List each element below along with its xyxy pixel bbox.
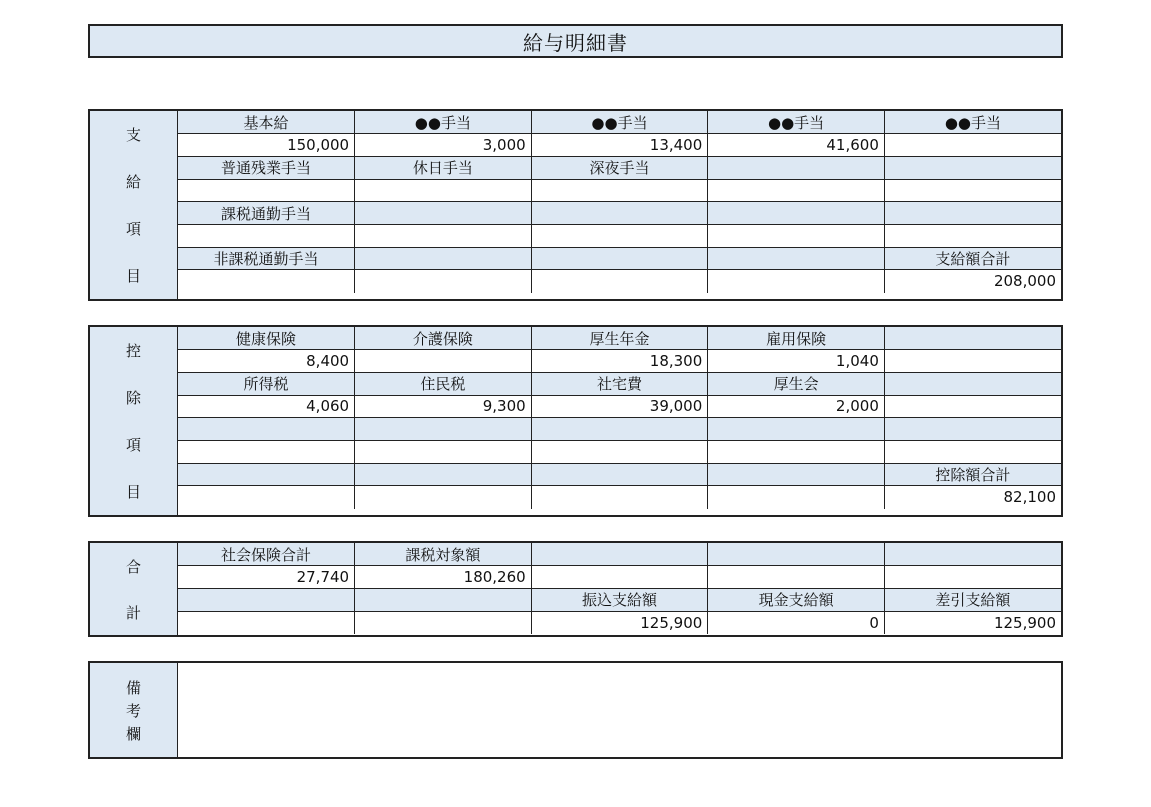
- payments-side-label: [90, 111, 178, 299]
- item-label-cell: 社会保険合計: [178, 543, 355, 566]
- item-value-cell[interactable]: [355, 611, 532, 634]
- item-value-cell[interactable]: [884, 224, 1061, 247]
- table-row: [178, 179, 1061, 202]
- table-row: [178, 611, 1061, 634]
- item-label-cell: [884, 202, 1061, 225]
- table-row: [178, 418, 1061, 441]
- table-row: [178, 486, 1061, 509]
- table-row: [178, 224, 1061, 247]
- item-label-cell: 差引支給額: [884, 588, 1061, 611]
- item-value-cell[interactable]: 208,000: [884, 270, 1061, 293]
- document-title: 給与明細書: [88, 24, 1063, 58]
- item-label-cell: [884, 327, 1061, 350]
- item-value-cell[interactable]: [355, 270, 532, 293]
- item-label-cell: [884, 418, 1061, 441]
- table-row: [178, 372, 1061, 395]
- item-value-cell[interactable]: 0: [708, 611, 885, 634]
- item-label-cell: 所得税: [178, 372, 355, 395]
- side-char: 計: [125, 603, 141, 622]
- side-char: 項: [125, 436, 141, 454]
- table-row: [178, 566, 1061, 589]
- table-row: [178, 463, 1061, 486]
- item-value-cell[interactable]: 125,900: [531, 611, 708, 634]
- item-label-cell: [708, 156, 885, 179]
- totals-section: [88, 541, 1063, 637]
- remarks-field[interactable]: [178, 663, 1061, 757]
- side-char: 支: [125, 126, 141, 144]
- totals-table: [178, 543, 1061, 634]
- item-label-cell: ●●手当: [884, 111, 1061, 134]
- side-char: 備: [125, 678, 141, 697]
- item-value-cell[interactable]: 2,000: [708, 395, 885, 418]
- item-label-cell: 厚生会: [708, 372, 885, 395]
- side-char: 項: [125, 220, 141, 238]
- item-label-cell: [355, 463, 532, 486]
- item-label-cell: [531, 463, 708, 486]
- deductions-side-label: [90, 327, 178, 515]
- item-value-cell[interactable]: 180,260: [355, 566, 532, 589]
- side-char: 除: [125, 389, 141, 407]
- table-row: [178, 395, 1061, 418]
- item-label-cell: 課税対象額: [355, 543, 532, 566]
- payments-section: [88, 109, 1063, 301]
- item-label-cell: 雇用保険: [708, 327, 885, 350]
- item-label-cell: [355, 247, 532, 270]
- item-label-cell: ●●手当: [355, 111, 532, 134]
- item-value-cell[interactable]: [884, 179, 1061, 202]
- item-value-cell[interactable]: [531, 270, 708, 293]
- item-value-cell[interactable]: 1,040: [708, 350, 885, 373]
- item-label-cell: [708, 247, 885, 270]
- item-label-cell: 基本給: [178, 111, 355, 134]
- item-value-cell[interactable]: [884, 440, 1061, 463]
- side-char: 給: [125, 173, 141, 191]
- item-value-cell[interactable]: [884, 566, 1061, 589]
- table-row: [178, 588, 1061, 611]
- item-label-cell: 振込支給額: [531, 588, 708, 611]
- item-value-cell[interactable]: [531, 566, 708, 589]
- remarks-side-label: [90, 663, 178, 757]
- item-label-cell: [884, 372, 1061, 395]
- deductions-section: [88, 325, 1063, 517]
- item-label-cell: [531, 543, 708, 566]
- item-value-cell[interactable]: 150,000: [178, 134, 355, 157]
- item-label-cell: [531, 202, 708, 225]
- item-label-cell: [531, 247, 708, 270]
- item-value-cell[interactable]: [708, 224, 885, 247]
- remarks-section: [88, 661, 1063, 759]
- item-value-cell[interactable]: 9,300: [355, 395, 532, 418]
- item-label-cell: 普通残業手当: [178, 156, 355, 179]
- side-char: 控: [125, 342, 141, 360]
- item-value-cell[interactable]: [355, 350, 532, 373]
- item-label-cell: [178, 463, 355, 486]
- table-row: [178, 202, 1061, 225]
- item-label-cell: [708, 418, 885, 441]
- item-label-cell: [355, 202, 532, 225]
- item-value-cell[interactable]: 27,740: [178, 566, 355, 589]
- item-value-cell[interactable]: [355, 179, 532, 202]
- item-label-cell: ●●手当: [531, 111, 708, 134]
- item-value-cell[interactable]: [884, 134, 1061, 157]
- side-char: 目: [125, 267, 141, 285]
- item-value-cell[interactable]: [178, 611, 355, 634]
- item-label-cell: 深夜手当: [531, 156, 708, 179]
- item-value-cell[interactable]: [355, 440, 532, 463]
- item-value-cell[interactable]: [708, 486, 885, 509]
- item-value-cell[interactable]: 82,100: [884, 486, 1061, 509]
- item-label-cell: [708, 202, 885, 225]
- item-value-cell[interactable]: [178, 486, 355, 509]
- item-label-cell: 厚生年金: [531, 327, 708, 350]
- item-value-cell[interactable]: [178, 440, 355, 463]
- item-label-cell: 休日手当: [355, 156, 532, 179]
- item-label-cell: 現金支給額: [708, 588, 885, 611]
- table-row: [178, 134, 1061, 157]
- table-row: [178, 270, 1061, 293]
- table-row: [178, 111, 1061, 134]
- item-value-cell[interactable]: 41,600: [708, 134, 885, 157]
- item-value-cell[interactable]: [178, 270, 355, 293]
- item-label-cell: [531, 418, 708, 441]
- item-value-cell[interactable]: [708, 270, 885, 293]
- item-value-cell[interactable]: [531, 179, 708, 202]
- item-label-cell: [884, 156, 1061, 179]
- item-label-cell: 非課税通勤手当: [178, 247, 355, 270]
- item-value-cell[interactable]: [355, 486, 532, 509]
- item-label-cell: [178, 418, 355, 441]
- item-label-cell: [355, 418, 532, 441]
- item-label-cell: [708, 543, 885, 566]
- item-value-cell[interactable]: 39,000: [531, 395, 708, 418]
- item-label-cell: 介護保険: [355, 327, 532, 350]
- item-value-cell[interactable]: 18,300: [531, 350, 708, 373]
- item-value-cell[interactable]: [178, 224, 355, 247]
- side-char: 考: [125, 701, 141, 720]
- item-label-cell: 住民税: [355, 372, 532, 395]
- item-label-cell: ●●手当: [708, 111, 885, 134]
- item-value-cell[interactable]: 3,000: [355, 134, 532, 157]
- item-value-cell[interactable]: [531, 440, 708, 463]
- table-row: [178, 350, 1061, 373]
- item-value-cell[interactable]: [531, 224, 708, 247]
- table-row: [178, 543, 1061, 566]
- item-label-cell: 社宅費: [531, 372, 708, 395]
- table-row: [178, 327, 1061, 350]
- deductions-table: [178, 327, 1061, 509]
- item-value-cell[interactable]: [884, 395, 1061, 418]
- table-row: [178, 440, 1061, 463]
- item-label-cell: [884, 543, 1061, 566]
- item-value-cell[interactable]: 13,400: [531, 134, 708, 157]
- item-label-cell: 支給額合計: [884, 247, 1061, 270]
- item-label-cell: [355, 588, 532, 611]
- side-char: 目: [125, 483, 141, 501]
- item-value-cell[interactable]: 4,060: [178, 395, 355, 418]
- item-value-cell[interactable]: 125,900: [884, 611, 1061, 634]
- item-label-cell: [178, 588, 355, 611]
- side-char: 合: [125, 557, 141, 576]
- side-char: 欄: [125, 724, 141, 743]
- item-value-cell[interactable]: [708, 179, 885, 202]
- item-label-cell: 課税通勤手当: [178, 202, 355, 225]
- totals-side-label: [90, 543, 178, 635]
- table-row: [178, 247, 1061, 270]
- item-label-cell: 健康保険: [178, 327, 355, 350]
- item-value-cell[interactable]: [884, 350, 1061, 373]
- item-value-cell[interactable]: [531, 486, 708, 509]
- item-value-cell[interactable]: [355, 224, 532, 247]
- item-value-cell[interactable]: [708, 566, 885, 589]
- payments-table: [178, 111, 1061, 293]
- table-row: [178, 156, 1061, 179]
- item-value-cell[interactable]: [708, 440, 885, 463]
- item-label-cell: [708, 463, 885, 486]
- item-value-cell[interactable]: [178, 179, 355, 202]
- item-label-cell: 控除額合計: [884, 463, 1061, 486]
- item-value-cell[interactable]: 8,400: [178, 350, 355, 373]
